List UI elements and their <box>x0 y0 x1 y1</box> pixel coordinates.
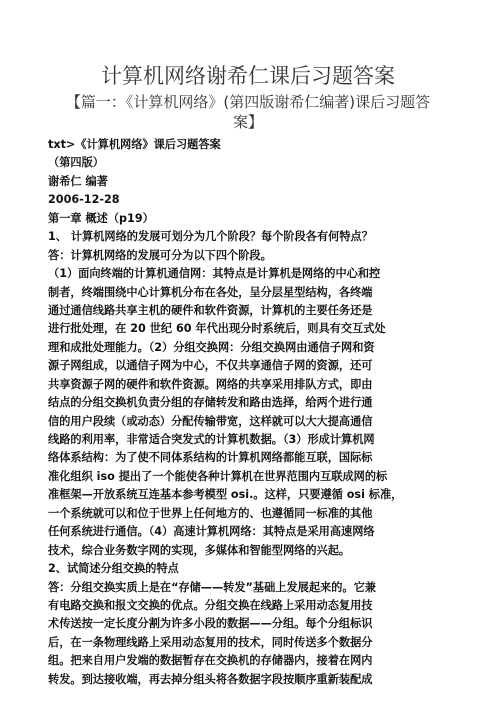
text-line: 有电路交换和报文交换的优点。分组交换在线路上采用动态复用技 <box>48 598 373 612</box>
text-line: （1）面向终端的计算机通信网：其特点是计算机是网络的中心和控 <box>48 267 381 281</box>
text-line: 线路的利用率，非常适合突发式的计算机数据。（3）形成计算机网 <box>48 433 375 446</box>
text-line: 进行批处理，在 20 世纪 60 年代出现分时系统后，则具有交互式处 <box>48 322 386 336</box>
text-line: 制者，终端围绕中心计算机分布在各处，呈分层星型结构，各终端 <box>48 285 373 299</box>
text-line: 2006-12-28 <box>48 193 120 207</box>
text-line: 术传送按一定长度分割为许多小段的数据——分组。每个分组标识 <box>48 617 373 631</box>
text-line: 任何系统进行通信。（4）高速计算机网络：其特点是采用高速网络 <box>48 525 375 539</box>
text-line: 答：分组交换实质上是在“存储——转发”基础上发展起来的。它兼 <box>48 580 376 594</box>
text-line: 通过通信线路共享主机的硬件和软件资源，计算机的主要任务还是 <box>48 303 373 317</box>
text-line: 共享资源子网的硬件和软件资源。网络的共享采用排队方式，即由 <box>48 377 373 391</box>
text-line: 结点的分组交换机负责分组的存储转发和路由选择，给两个进行通 <box>48 396 373 410</box>
text-line: 源子网组成，以通信子网为中心，不仅共享通信子网的资源，还可 <box>48 359 373 373</box>
document-title: 计算机网络谢希仁课后习题答案 <box>101 64 395 88</box>
text-line: txt>《计算机网络》课后习题答案 <box>48 138 221 151</box>
document-subtitle: 【篇一：《计算机网络》(第四版谢希仁编著)课后习题答案】 <box>65 93 431 131</box>
text-line: 1、 计算机网络的发展可划分为几个阶段？每个阶段各有何特点？ <box>48 230 373 244</box>
text-line: 理和成批处理能力。（2）分组交换网：分组交换网由通信子网和资 <box>48 340 375 354</box>
text-line: 组。把来自用户发端的数据暂存在交换机的存储器内，接着在网内 <box>48 654 373 668</box>
text-line: 第一章 概述（p19） <box>48 211 154 225</box>
text-line: 答：计算机网络的发展可分为以下四个阶段。 <box>48 248 272 262</box>
text-line: 准化组织 iso 提出了一个能使各种计算机在世界范围内互联成网的标 <box>48 469 388 483</box>
text-line: 准框架—开放系统互连基本参考模型 osi.。这样，只要遵循 osi 标准， <box>48 488 403 502</box>
text-line: 谢希仁 编著 <box>48 174 108 188</box>
text-line: 络体系结构：为了使不同体系结构的计算机网络都能互联，国际标 <box>48 451 373 465</box>
text-line: 技术，综合业务数字网的实现，多媒体和智能型网络的兴起。 <box>48 543 351 557</box>
text-line: （第四版） <box>48 156 104 170</box>
text-line: 信的用户段续（或动态）分配传输带宽，这样就可以大大提高通信 <box>48 414 373 428</box>
text-line: 转发。到达接收端，再去掉分组头将各数据字段按顺序重新装配成 <box>48 672 373 686</box>
text-line: 一个系统就可以和位于世界上任何地方的、也遵循同一标准的其他 <box>48 506 373 520</box>
document-body <box>48 136 458 689</box>
text-line: 后，在一条物理线路上采用动态复用的技术，同时传送多个数据分 <box>48 635 373 649</box>
text-line: 2、试简述分组交换的特点 <box>48 562 179 576</box>
